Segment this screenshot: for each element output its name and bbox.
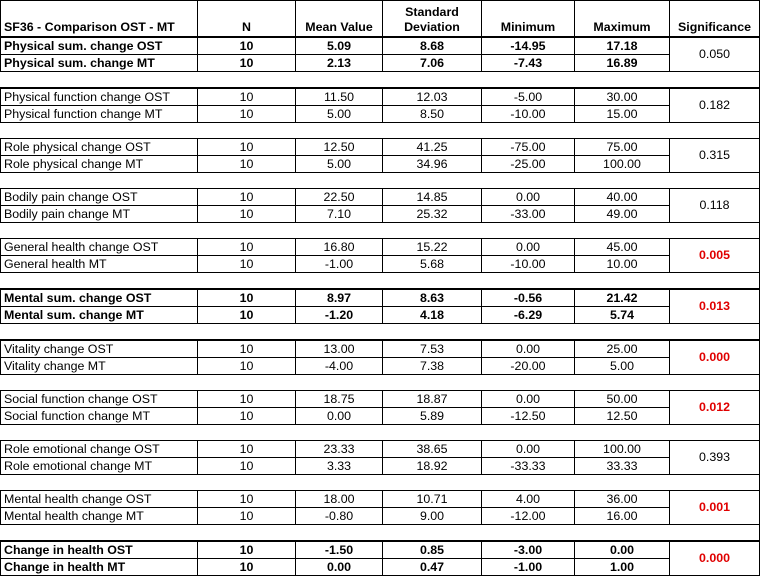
cell-n: 10 [198, 88, 296, 106]
spacer-cell [198, 72, 296, 89]
group-spacer-row [1, 123, 760, 139]
spacer-cell [1, 425, 198, 441]
cell-significance: 0.012 [670, 391, 760, 425]
spacer-cell [670, 475, 760, 491]
cell-min: 0.00 [482, 391, 575, 408]
cell-mean: -1.50 [296, 541, 383, 559]
spacer-cell [482, 173, 575, 189]
header-standard-deviation [383, 1, 482, 38]
spacer-cell [296, 72, 383, 89]
spacer-cell [575, 223, 670, 239]
spacer-cell [383, 324, 482, 341]
spacer-cell [198, 525, 296, 542]
spacer-cell [575, 123, 670, 139]
cell-sd: 0.47 [383, 559, 482, 576]
cell-n: 10 [198, 307, 296, 324]
table-row [1, 256, 760, 273]
cell-min: -3.00 [482, 541, 575, 559]
cell-label: Role physical change MT [1, 156, 198, 173]
table-row [1, 289, 760, 307]
cell-n: 10 [198, 441, 296, 458]
cell-min: 0.00 [482, 441, 575, 458]
cell-significance: 0.315 [670, 139, 760, 173]
spacer-cell [670, 425, 760, 441]
cell-significance: 0.393 [670, 441, 760, 475]
cell-mean: 23.33 [296, 441, 383, 458]
cell-sd: 8.63 [383, 289, 482, 307]
group-spacer-row [1, 273, 760, 290]
spacer-cell [575, 375, 670, 391]
cell-sd: 9.00 [383, 508, 482, 525]
cell-significance: 0.118 [670, 189, 760, 223]
cell-significance: 0.182 [670, 88, 760, 123]
table-row [1, 458, 760, 475]
cell-max: 75.00 [575, 139, 670, 156]
cell-n: 10 [198, 391, 296, 408]
group-spacer-row [1, 72, 760, 89]
table-row [1, 491, 760, 508]
spacer-cell [482, 123, 575, 139]
spacer-cell [296, 425, 383, 441]
cell-sd: 0.85 [383, 541, 482, 559]
spacer-cell [198, 324, 296, 341]
spacer-cell [1, 324, 198, 341]
cell-min: -12.00 [482, 508, 575, 525]
cell-min: -1.00 [482, 559, 575, 576]
cell-max: 16.89 [575, 55, 670, 72]
cell-min: -5.00 [482, 88, 575, 106]
cell-min: -75.00 [482, 139, 575, 156]
table-row [1, 391, 760, 408]
cell-sd: 34.96 [383, 156, 482, 173]
spacer-cell [482, 375, 575, 391]
spacer-cell [1, 375, 198, 391]
cell-max: 45.00 [575, 239, 670, 256]
header-sd-line1: Standard [405, 5, 459, 19]
spacer-cell [383, 475, 482, 491]
cell-label: Social function change MT [1, 408, 198, 425]
spacer-cell [575, 475, 670, 491]
cell-label: Physical function change OST [1, 88, 198, 106]
cell-sd: 25.32 [383, 206, 482, 223]
cell-n: 10 [198, 239, 296, 256]
cell-min: -0.56 [482, 289, 575, 307]
spacer-cell [482, 324, 575, 341]
cell-label: Change in health MT [1, 559, 198, 576]
cell-sd: 5.68 [383, 256, 482, 273]
cell-min: 0.00 [482, 340, 575, 358]
spacer-cell [383, 173, 482, 189]
cell-min: -14.95 [482, 37, 575, 55]
cell-max: 0.00 [575, 541, 670, 559]
cell-max: 49.00 [575, 206, 670, 223]
cell-significance: 0.001 [670, 491, 760, 525]
cell-mean: 2.13 [296, 55, 383, 72]
cell-n: 10 [198, 458, 296, 475]
cell-min: -12.50 [482, 408, 575, 425]
cell-min: -10.00 [482, 106, 575, 123]
spacer-cell [482, 72, 575, 89]
cell-mean: 0.00 [296, 408, 383, 425]
table-row [1, 408, 760, 425]
table-row [1, 156, 760, 173]
cell-min: 4.00 [482, 491, 575, 508]
group-spacer-row [1, 425, 760, 441]
cell-significance: 0.050 [670, 37, 760, 72]
cell-sd: 4.18 [383, 307, 482, 324]
table-row [1, 239, 760, 256]
cell-n: 10 [198, 156, 296, 173]
spacer-cell [198, 425, 296, 441]
cell-label: Physical sum. change OST [1, 37, 198, 55]
cell-sd: 14.85 [383, 189, 482, 206]
cell-max: 100.00 [575, 156, 670, 173]
cell-mean: -1.00 [296, 256, 383, 273]
cell-label: Role emotional change OST [1, 441, 198, 458]
spacer-cell [1, 475, 198, 491]
cell-sd: 7.38 [383, 358, 482, 375]
spacer-cell [383, 123, 482, 139]
spacer-cell [198, 223, 296, 239]
cell-max: 10.00 [575, 256, 670, 273]
group-spacer-row [1, 324, 760, 341]
cell-n: 10 [198, 55, 296, 72]
cell-sd: 10.71 [383, 491, 482, 508]
spacer-cell [670, 173, 760, 189]
header-mean: Mean Value [296, 1, 383, 38]
spacer-cell [383, 72, 482, 89]
header-maximum: Maximum [575, 1, 670, 38]
cell-max: 21.42 [575, 289, 670, 307]
cell-significance: 0.013 [670, 289, 760, 324]
spacer-cell [1, 72, 198, 89]
cell-n: 10 [198, 559, 296, 576]
spacer-cell [575, 72, 670, 89]
cell-sd: 5.89 [383, 408, 482, 425]
header-sd-line2: Deviation [404, 20, 460, 34]
cell-max: 12.50 [575, 408, 670, 425]
cell-label: Role physical change OST [1, 139, 198, 156]
spacer-cell [670, 375, 760, 391]
cell-mean: 5.09 [296, 37, 383, 55]
cell-label: Role emotional change MT [1, 458, 198, 475]
cell-max: 5.74 [575, 307, 670, 324]
cell-label: Change in health OST [1, 541, 198, 559]
cell-n: 10 [198, 408, 296, 425]
cell-min: -33.33 [482, 458, 575, 475]
cell-n: 10 [198, 508, 296, 525]
cell-sd: 15.22 [383, 239, 482, 256]
cell-label: Social function change OST [1, 391, 198, 408]
spacer-cell [296, 123, 383, 139]
spacer-cell [296, 273, 383, 290]
cell-label: Physical function change MT [1, 106, 198, 123]
spacer-cell [198, 123, 296, 139]
cell-mean: 11.50 [296, 88, 383, 106]
table-body [1, 37, 760, 576]
cell-max: 15.00 [575, 106, 670, 123]
group-spacer-row [1, 173, 760, 189]
spacer-cell [482, 223, 575, 239]
spacer-cell [198, 173, 296, 189]
cell-sd: 18.92 [383, 458, 482, 475]
spacer-cell [1, 173, 198, 189]
cell-max: 100.00 [575, 441, 670, 458]
spacer-cell [670, 223, 760, 239]
cell-mean: -0.80 [296, 508, 383, 525]
spacer-cell [670, 123, 760, 139]
spacer-cell [383, 425, 482, 441]
spacer-cell [670, 324, 760, 341]
cell-max: 17.18 [575, 37, 670, 55]
spacer-cell [482, 475, 575, 491]
spacer-cell [1, 525, 198, 542]
table-row [1, 340, 760, 358]
spacer-cell [296, 324, 383, 341]
cell-mean: 5.00 [296, 106, 383, 123]
table-row [1, 358, 760, 375]
cell-label: Physical sum. change MT [1, 55, 198, 72]
cell-mean: 22.50 [296, 189, 383, 206]
group-spacer-row [1, 223, 760, 239]
spacer-cell [670, 72, 760, 89]
spacer-cell [383, 223, 482, 239]
table-row [1, 559, 760, 576]
spacer-cell [296, 223, 383, 239]
cell-max: 33.33 [575, 458, 670, 475]
cell-label: Vitality change OST [1, 340, 198, 358]
spacer-cell [383, 273, 482, 290]
cell-n: 10 [198, 106, 296, 123]
cell-n: 10 [198, 340, 296, 358]
header-minimum: Minimum [482, 1, 575, 38]
header-row [1, 1, 760, 38]
cell-label: Mental health change MT [1, 508, 198, 525]
cell-sd: 18.87 [383, 391, 482, 408]
cell-label: Mental sum. change OST [1, 289, 198, 307]
cell-label: General health change OST [1, 239, 198, 256]
cell-sd: 7.53 [383, 340, 482, 358]
cell-n: 10 [198, 541, 296, 559]
spacer-cell [482, 425, 575, 441]
cell-label: Bodily pain change OST [1, 189, 198, 206]
spacer-cell [575, 324, 670, 341]
cell-mean: 8.97 [296, 289, 383, 307]
cell-label: General health MT [1, 256, 198, 273]
table-row [1, 206, 760, 223]
cell-significance: 0.005 [670, 239, 760, 273]
cell-mean: 7.10 [296, 206, 383, 223]
cell-max: 30.00 [575, 88, 670, 106]
spacer-cell [296, 173, 383, 189]
table-row [1, 139, 760, 156]
cell-n: 10 [198, 289, 296, 307]
cell-n: 10 [198, 189, 296, 206]
cell-max: 40.00 [575, 189, 670, 206]
table-row [1, 88, 760, 106]
cell-sd: 8.50 [383, 106, 482, 123]
spacer-cell [198, 475, 296, 491]
cell-max: 25.00 [575, 340, 670, 358]
cell-mean: 0.00 [296, 559, 383, 576]
cell-label: Mental sum. change MT [1, 307, 198, 324]
header-n: N [198, 1, 296, 38]
spacer-cell [482, 525, 575, 542]
group-spacer-row [1, 375, 760, 391]
spacer-cell [575, 525, 670, 542]
cell-mean: 13.00 [296, 340, 383, 358]
spacer-cell [575, 273, 670, 290]
cell-sd: 12.03 [383, 88, 482, 106]
cell-n: 10 [198, 206, 296, 223]
spacer-cell [575, 173, 670, 189]
cell-n: 10 [198, 358, 296, 375]
cell-n: 10 [198, 37, 296, 55]
spacer-cell [1, 223, 198, 239]
cell-n: 10 [198, 491, 296, 508]
cell-max: 36.00 [575, 491, 670, 508]
cell-sd: 38.65 [383, 441, 482, 458]
group-spacer-row [1, 475, 760, 491]
table-row [1, 508, 760, 525]
table-row [1, 441, 760, 458]
cell-min: -10.00 [482, 256, 575, 273]
table-row [1, 189, 760, 206]
group-spacer-row [1, 525, 760, 542]
cell-max: 1.00 [575, 559, 670, 576]
cell-mean: 3.33 [296, 458, 383, 475]
spacer-cell [670, 525, 760, 542]
cell-min: -6.29 [482, 307, 575, 324]
cell-min: 0.00 [482, 239, 575, 256]
cell-sd: 7.06 [383, 55, 482, 72]
cell-mean: 18.75 [296, 391, 383, 408]
spacer-cell [296, 375, 383, 391]
cell-mean: 18.00 [296, 491, 383, 508]
spacer-cell [383, 525, 482, 542]
cell-min: 0.00 [482, 189, 575, 206]
spacer-cell [296, 525, 383, 542]
cell-mean: -4.00 [296, 358, 383, 375]
table-row [1, 541, 760, 559]
spacer-cell [1, 123, 198, 139]
spacer-cell [482, 273, 575, 290]
cell-label: Bodily pain change MT [1, 206, 198, 223]
cell-mean: 16.80 [296, 239, 383, 256]
cell-significance: 0.000 [670, 340, 760, 375]
header-significance: Significance [670, 1, 760, 38]
cell-mean: 12.50 [296, 139, 383, 156]
spacer-cell [198, 375, 296, 391]
spacer-cell [1, 273, 198, 290]
table-row [1, 37, 760, 55]
spacer-cell [575, 425, 670, 441]
cell-min: -33.00 [482, 206, 575, 223]
spacer-cell [670, 273, 760, 290]
table-row [1, 106, 760, 123]
cell-max: 50.00 [575, 391, 670, 408]
cell-significance: 0.000 [670, 541, 760, 576]
cell-min: -25.00 [482, 156, 575, 173]
cell-label: Vitality change MT [1, 358, 198, 375]
cell-mean: -1.20 [296, 307, 383, 324]
cell-max: 5.00 [575, 358, 670, 375]
cell-max: 16.00 [575, 508, 670, 525]
cell-sd: 41.25 [383, 139, 482, 156]
cell-mean: 5.00 [296, 156, 383, 173]
cell-n: 10 [198, 256, 296, 273]
table-row [1, 55, 760, 72]
cell-n: 10 [198, 139, 296, 156]
header-label: SF36 - Comparison OST - MT [1, 1, 198, 38]
cell-sd: 8.68 [383, 37, 482, 55]
cell-min: -7.43 [482, 55, 575, 72]
cell-min: -20.00 [482, 358, 575, 375]
spacer-cell [296, 475, 383, 491]
cell-label: Mental health change OST [1, 491, 198, 508]
spacer-cell [383, 375, 482, 391]
spacer-cell [198, 273, 296, 290]
table-row [1, 307, 760, 324]
